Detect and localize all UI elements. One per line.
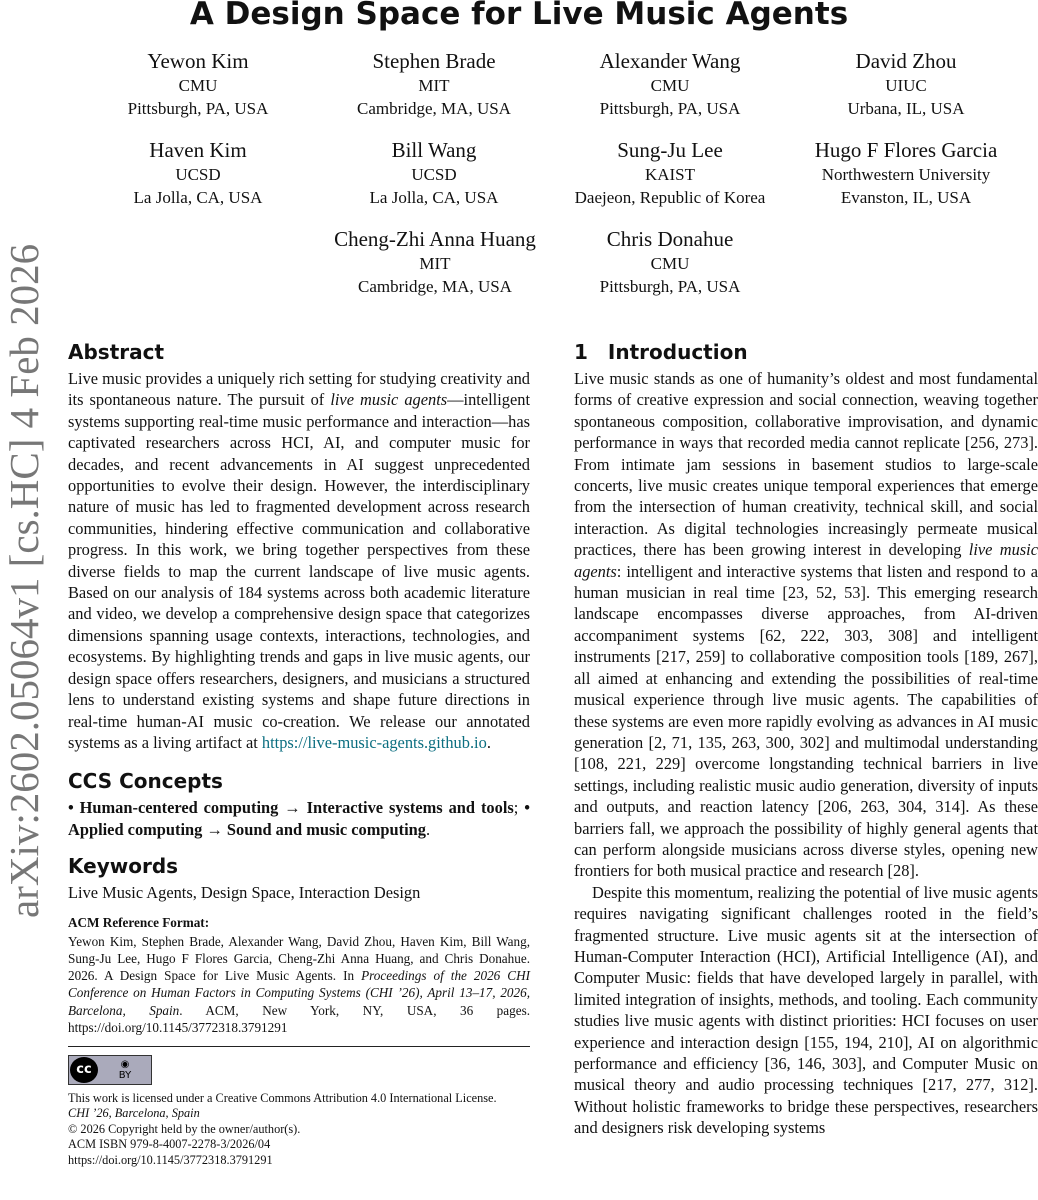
license-text: This work is licensed under a Creative Commons Attribution 4.0 International License. [68,1090,497,1105]
conference-venue: CHI ’26, Barcelona, Spain [68,1106,200,1121]
author-location: Evanston, IL, USA [840,188,972,207]
right-column [574,340,1038,1139]
author-name: Stephen Brade [372,49,496,73]
project-link[interactable]: https://live-music-agents.github.io [261,732,487,752]
acm-isbn: ACM ISBN 979-8-4007-2278-3/2026/04 [68,1137,271,1152]
acm-ref-text: Yewon Kim, Stephen Brade, Alexander Wang, David Zhou, Haven Kim, Bill Wang, Sung-Ju Lee, Hugo F Flores Garcia, Cheng-Zhi Anna Huang, and Chris Donahue. 2026. A Design Space for Live Music Agents. In Proceedings of the 2026 CHI Conference on Human Factors in Computing Systems (CHI ’26), April 13–17, 2026, Barcelona, Spain. ACM, New York, NY, USA, 36 pages. https://doi.org/10.1145/3772318.3791291 [68,933,530,1035]
author-name: David Zhou [855,49,957,73]
intro-paragraph: Despite this momentum, realizing the potential of live music agents requires navigating significant challenges rooted in the field’s fragmented structure. Live music agents sit at the intersection of Human-Computer Interaction (HCI), Artificial Intelligence (AI), and Computer Music: fields that have developed largely in parallel, with limited integration of insights, methods, and tooling. Each community studies live music agents with distinct priorities: HCI focuses on user experience and interaction design [155, 194, 210], AI on algorithmic performance and efficiency [36, 146, 303], and Computer Music on musical theory and audio processing techniques [217, 277, 312]. Without holistic frameworks to bridge these perspectives, researchers and designers risk developing systems [574,882,1038,1138]
author-affiliation: UCSD [411,165,457,184]
author-location: Cambridge, MA, USA [358,277,512,296]
divider [68,1046,530,1047]
keywords-heading: Keywords [68,854,179,879]
arxiv-identifier: arXiv:2602.05064v1 [cs.HC] 4 Feb 2026 [1,243,47,918]
author-block [540,137,800,209]
author-block [330,226,540,298]
author-name: Cheng-Zhi Anna Huang [334,227,536,251]
author-affiliation: MIT [419,254,451,273]
copyright: © 2026 Copyright held by the owner/author(s). [68,1121,301,1136]
doi: https://doi.org/10.1145/3772318.3791291 [68,1152,273,1167]
author-affiliation: KAIST [644,165,696,184]
author-name: Chris Donahue [606,227,734,251]
paper-title: A Design Space for Live Music Agents [189,0,849,32]
author-block [540,48,800,120]
author-name: Bill Wang [391,138,477,162]
author-block [776,137,1036,209]
author-location: Pittsburgh, PA, USA [599,277,741,296]
cc-by-license-badge[interactable] [68,1055,152,1085]
author-location: Daejeon, Republic of Korea [574,188,766,207]
intro-paragraph: Live music stands as one of humanity’s oldest and most fundamental forms of creative expression and social connection, weaving together spontaneous composition, collaborative improvisation, and dynamic performance in ways that recorded media cannot replicate [256, 273]. From intimate jam sessions in basement studios to large-scale concerts, live music creates unique temporal experiences that emerge from the intersection of human creativity, technical skill, and social interaction. As digital technologies increasingly permeate musical practices, there has been growing interest in developing live music agents: intelligent and interactive systems that listen and respond to a human musician in real time [23, 52, 53]. This emerging research landscape encompasses diverse approaches, from AI-driven accompaniment systems [62, 222, 303, 308] and intelligent instruments [217, 259] to collaborative composition tools [189, 267], all aimed at enhancing and extending the possibilities of real-time musical experience through live music agents. The capabilities of these systems are even more rapidly evolving as advances in AI music generation [2, 71, 135, 263, 300, 302] and multimodal understanding [108, 221, 229] overcome longstanding technical barriers in live settings, including realistic music audio generation, diversity of inputs and outputs, and reaction latency [206, 263, 304, 314]. As these barriers fall, we approach the possibility of highly general agents that can perform alongside musicians across diverse styles, opening new frontiers for both musical practice and research [28]. [574,369,1038,881]
author-affiliation: CMU [650,76,690,95]
author-affiliation: UIUC [885,76,927,95]
by-icon: ◉ BY [118,1058,132,1081]
author-block [68,137,328,209]
author-block [68,48,328,120]
author-location: Pittsburgh, PA, USA [599,99,741,118]
author-block [304,48,564,120]
abstract-heading: Abstract [68,340,165,364]
author-location: Cambridge, MA, USA [357,99,511,118]
keywords-text: Live Music Agents, Design Space, Interaction Design [68,883,421,903]
author-location: Pittsburgh, PA, USA [127,99,269,118]
author-affiliation: CMU [650,254,690,273]
author-block [776,48,1036,120]
author-name: Haven Kim [149,138,247,162]
author-affiliation: CMU [178,76,218,95]
author-block [540,226,800,298]
author-location: La Jolla, CA, USA [133,188,263,207]
author-name: Yewon Kim [147,49,249,73]
author-location: La Jolla, CA, USA [369,188,499,207]
cc-icon: cc [70,1057,98,1083]
author-name: Sung-Ju Lee [617,138,723,162]
author-affiliation: MIT [418,76,450,95]
ccs-heading: CCS Concepts [68,769,223,794]
author-location: Urbana, IL, USA [847,99,965,118]
acm-ref-heading: ACM Reference Format: [68,914,210,930]
ccs-concepts: • Human-centered computing → Interactive systems and tools; • Applied computing → Sound and music computing. [68,798,530,839]
introduction-heading: 1 Introduction [574,340,748,364]
author-block [304,137,564,209]
left-column [68,340,530,1168]
author-affiliation: UCSD [175,165,221,184]
author-name: Alexander Wang [599,49,741,73]
author-affiliation: Northwestern University [821,165,991,184]
abstract-text: Live music provides a uniquely rich setting for studying creativity and its spontaneous nature. The pursuit of live music agents—intelligent systems supporting real-time music performance and interaction—has captivated researchers across HCI, AI, and computer music for decades, and recent advancements in AI suggest unprecedented opportunities to evolve their design. However, the interdisciplinary nature of music has led to fragmented development across research communities, hindering effective communication and collaborative progress. In this work, we bring together perspectives from these diverse fields to map the current landscape of live music agents. Based on our analysis of 184 systems across both academic literature and video, we develop a comprehensive design space that categorizes dimensions spanning usage contexts, interactions, technologies, and ecosystems. By highlighting trends and gaps in live music agents, our design space offers researchers, designers, and musicians a structured lens to understand existing systems and shape future directions in real-time human-AI music co-creation. We release our annotated systems as a living artifact at https://live-music-agents.github.io. [68,369,531,752]
author-name: Hugo F Flores Garcia [814,138,998,162]
